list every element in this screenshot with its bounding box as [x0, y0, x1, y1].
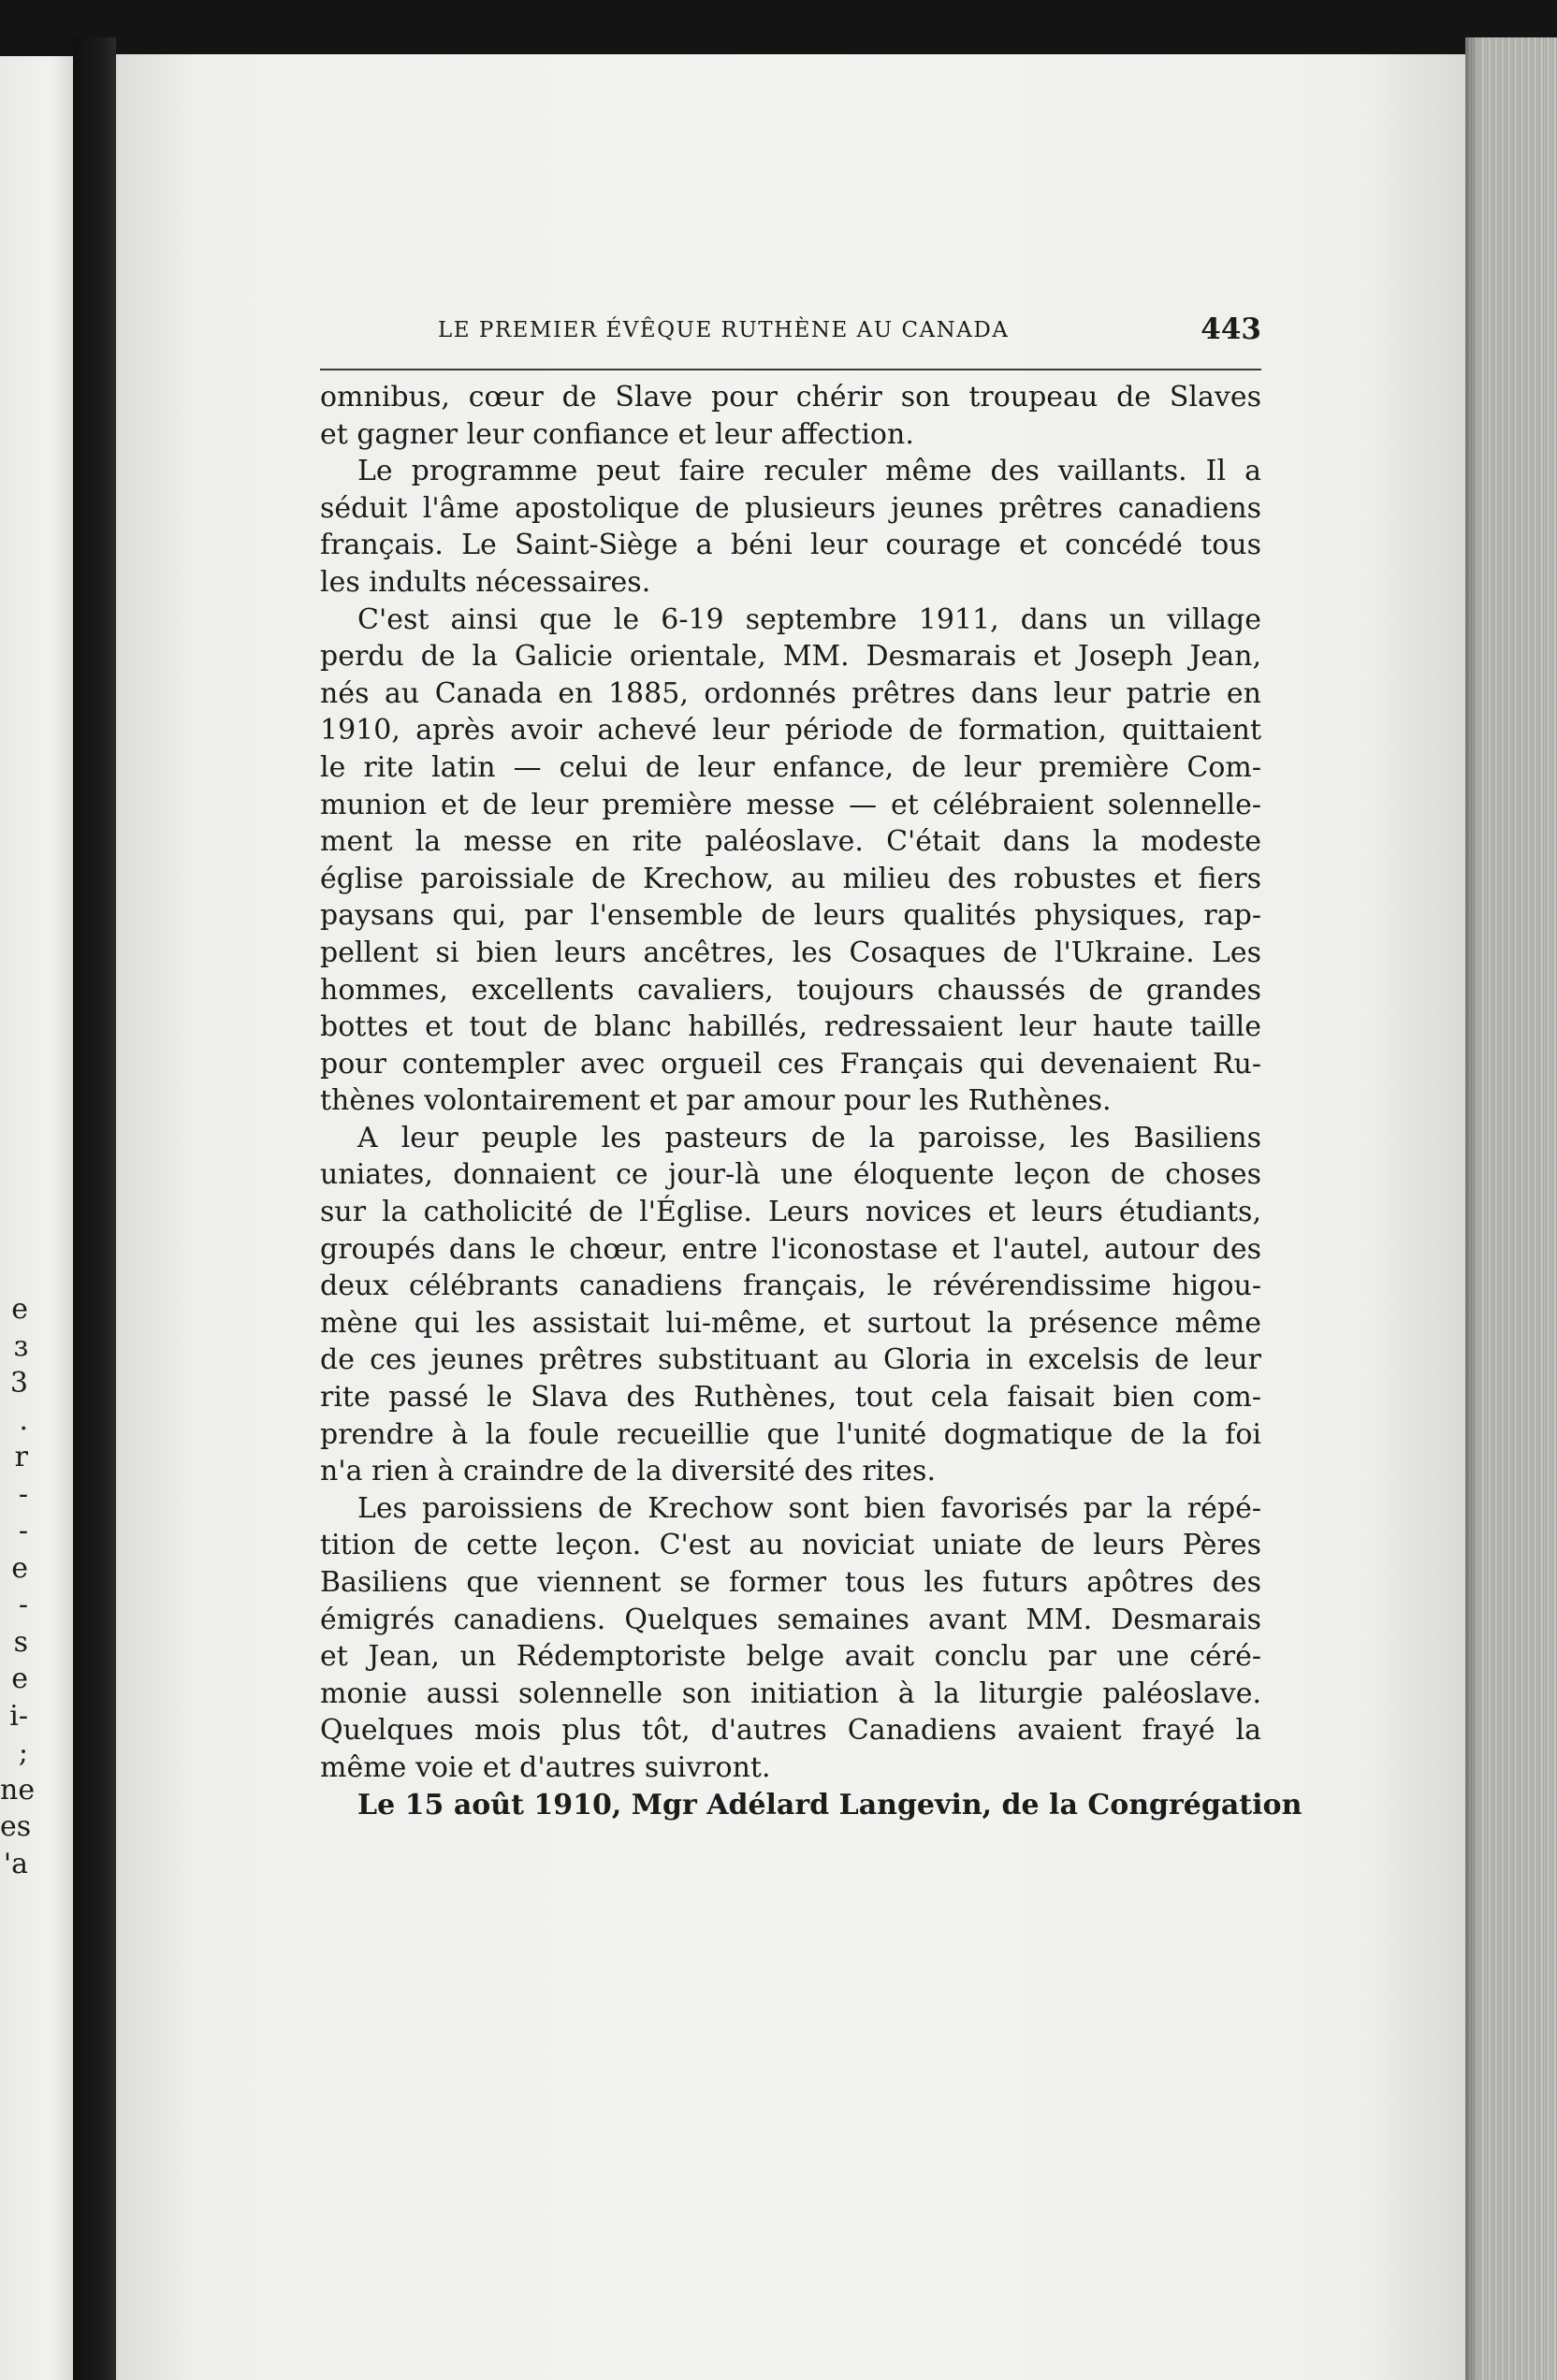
text-line: munion et de leur première messe — et célébraient solennelle-: [320, 788, 1261, 821]
fragment: ɜ: [13, 1329, 28, 1363]
text-line: sur la catholicité de l'Église. Leurs novices et leurs étudiants,: [320, 1196, 1261, 1229]
text-line: perdu de la Galicie orientale, MM. Desmarais et Joseph Jean,: [320, 640, 1261, 674]
text-line: mène qui les assistait lui-même, et surtout la présence même: [320, 1306, 1261, 1340]
text-line: même voie et d'autres suivront.: [320, 1750, 771, 1784]
fragment: 'a: [3, 1847, 28, 1880]
fragment: es: [0, 1810, 32, 1843]
fragment: -: [18, 1515, 28, 1547]
text-line: C'est ainsi que le 6-19 septembre 1911, dans un village: [357, 602, 1261, 636]
text-line: les indults nécessaires.: [320, 565, 651, 599]
text-line: omnibus, cœur de Slave pour chérir son troupeau de Slaves: [320, 381, 1261, 414]
page-body: [320, 379, 1302, 1823]
text-line: rite passé le Slava des Ruthènes, tout cela faisait bien com-: [320, 1381, 1261, 1415]
previous-page-edge: [0, 56, 73, 2380]
fragment: ne: [0, 1773, 36, 1807]
text-line: nés au Canada en 1885, ordonnés prêtres dans leur patrie en: [320, 676, 1261, 710]
fragment: -: [18, 1477, 28, 1511]
fragment: .: [19, 1403, 28, 1437]
text-line: église paroissiale de Krechow, au milieu des robustes et fiers: [320, 862, 1261, 895]
text-line: hommes, excellents cavaliers, toujours chaussés de grandes: [320, 973, 1261, 1007]
book-gutter: [73, 37, 116, 2380]
fragment: e: [11, 1551, 28, 1585]
text-line: pour contempler avec orgueil ces Français qui devenaient Ru-: [320, 1047, 1261, 1081]
fragment: e: [11, 1662, 28, 1695]
text-line: et Jean, un Rédemptoriste belge avait conclu par une céré-: [320, 1640, 1261, 1674]
text-line: monie aussi solennelle son initiation à la liturgie paléoslave.: [320, 1676, 1261, 1710]
fragment: i-: [9, 1699, 28, 1733]
text-line: A leur peuple les pasteurs de la paroisse, les Basiliens: [357, 1121, 1261, 1154]
text-line: ment la messe en rite paléoslave. C'était dans la modeste: [320, 825, 1261, 859]
running-title: LE PREMIER ÉVÊQUE RUTHÈNE AU CANADA: [438, 318, 1010, 342]
page-header: [438, 312, 1261, 356]
text-line: 1910, après avoir achevé leur période de formation, quittaient: [320, 714, 1261, 747]
previous-page-text-fragments: [0, 1291, 36, 1882]
text-line: paysans qui, par l'ensemble de leurs qualités physiques, rap-: [320, 899, 1261, 933]
text-line: n'a rien à craindre de la diversité des rites.: [320, 1455, 936, 1488]
text-line: français. Le Saint-Siège a béni leur courage et concédé tous: [320, 529, 1261, 562]
text-line: Basiliens que viennent se former tous les futurs apôtres des: [320, 1566, 1261, 1599]
text-line: séduit l'âme apostolique de plusieurs jeunes prêtres canadiens: [320, 491, 1261, 525]
text-line: uniates, donnaient ce jour-là une éloquente leçon de choses: [320, 1158, 1261, 1192]
text-line: prendre à la foule recueillie que l'unité dogmatique de la foi: [320, 1417, 1261, 1451]
text-line: Les paroissiens de Krechow sont bien favorisés par la répé-: [357, 1491, 1261, 1525]
text-line: émigrés canadiens. Quelques semaines avant MM. Desmarais: [320, 1603, 1261, 1636]
page-number: 443: [1200, 312, 1261, 346]
text-line: de ces jeunes prêtres substituant au Gloria in excelsis de leur: [320, 1343, 1261, 1377]
book-page: [116, 54, 1465, 2380]
text-line: deux célébrants canadiens français, le révérendissime higou-: [320, 1270, 1261, 1303]
fragment: ;: [18, 1736, 28, 1769]
text-line: groupés dans le chœur, entre l'iconostase et l'autel, autour des: [320, 1232, 1261, 1266]
text-line: bottes et tout de blanc habillés, redressaient leur haute taille: [320, 1010, 1261, 1044]
header-rule: [320, 369, 1261, 370]
text-line: et gagner leur confiance et leur affection.: [320, 417, 914, 451]
text-line: tition de cette leçon. C'est au noviciat uniate de leurs Pères: [320, 1529, 1261, 1562]
fragment: -: [18, 1589, 28, 1621]
text-line: pellent si bien leurs ancêtres, les Cosaques de l'Ukraine. Les: [320, 936, 1261, 969]
text-line: le rite latin — celui de leur enfance, de leur première Com-: [320, 750, 1261, 784]
fragment: 3: [9, 1367, 28, 1400]
fragment: e: [11, 1293, 28, 1326]
text-line: thènes volontairement et par amour pour les Ruthènes.: [320, 1084, 1112, 1118]
text-line: Quelques mois plus tôt, d'autres Canadiens avaient frayé la: [320, 1714, 1261, 1748]
page-edge-shadow: [1465, 37, 1480, 2380]
fragment: r: [14, 1441, 28, 1473]
text-line: Le programme peut faire reculer même des vaillants. Il a: [357, 455, 1261, 488]
text-line: Le 15 août 1910, Mgr Adélard Langevin, de la Congrégation: [357, 1788, 1302, 1821]
fragment: s: [13, 1625, 28, 1659]
